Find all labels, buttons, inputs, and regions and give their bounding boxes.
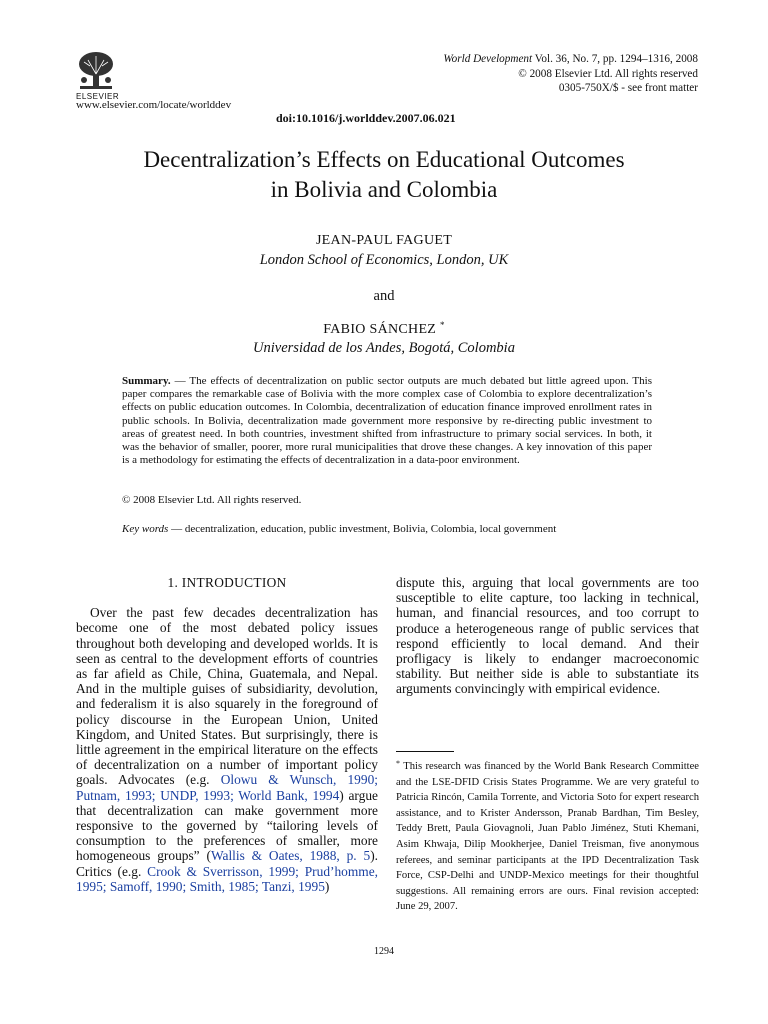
citation-link[interactable]: Olowu & Wunsch, 1990; Putnam, 1993; UNDP, 1993; World Bank, 1994 <box>76 772 378 803</box>
author-2-affiliation: Universidad de los Andes, Bogotá, Colombia <box>253 340 515 356</box>
authors-conjunction: and <box>373 288 395 304</box>
paper-title-line-1: Decentralization’s Effects on Educational Outcomes <box>143 147 625 172</box>
right-column <box>396 575 699 697</box>
page-number: 1294 <box>374 946 394 957</box>
intro-text-part: Over the past few decades decentralization has become one of the most debated policy issues throughout both developing and developed worlds. It is seen as central to the development efforts of countries as far afield as Chile, China, Guatemala, and Nepal. And in the multiple guises of subsidiarity, devolution, and federalism it is also squarely in the foreground of policy discourse in the European Union, United Kingdom, and United States. But surprisingly, there is little agreement in the empirical literature on the effects of decentralization on a number of important policy goals. Advocates (e.g. <box>76 605 378 788</box>
journal-citation <box>368 52 698 67</box>
footnote-divider <box>396 751 454 752</box>
author-2 <box>60 320 708 338</box>
journal-issn: 0305-750X/$ - see front matter <box>558 82 698 94</box>
author-2-name: FABIO SÁNCHEZ <box>323 322 437 337</box>
paper-title <box>60 145 708 205</box>
journal-volume: Vol. 36, No. 7, pp. 1294–1316, 2008 <box>534 53 698 65</box>
author-1-affiliation: London School of Economics, London, UK <box>259 252 509 268</box>
abstract-copyright: © 2008 Elsevier Ltd. All rights reserved. <box>122 494 302 506</box>
keywords-label: Key words <box>122 523 169 535</box>
footnote <box>396 756 699 915</box>
citation-link[interactable]: Wallis & Oates, 1988, p. 5 <box>210 848 371 864</box>
keywords-text: — decentralization, education, public investment, Bolivia, Colombia, local government <box>168 523 557 535</box>
elsevier-tree-logo <box>76 50 116 94</box>
keywords <box>122 523 662 535</box>
abstract-text: — The effects of decentralization on public sector outputs are much debated but little agreed upon. This paper compares the remarkable case of Bolivia with the more complex case of Colombia to explore decentralization’s effects on public education outcomes. In Colombia, decentralization of education finance improved enrollment rates in public schools. In Bolivia, decentralization made government more responsive by re-directing public investment to areas of greatest need. In both countries, investment shifted from infrastructure to primary social services. In both, it was the behavior of smaller, poorer, more rural municipalities that drove these changes. A key innovation of this paper is a methodology for estimating the effects of decentralization in a data-poor environment. <box>122 375 652 467</box>
abstract <box>122 375 652 467</box>
journal-url[interactable]: www.elsevier.com/locate/worlddev <box>76 99 232 111</box>
publisher-name: ELSEVIER <box>76 92 120 101</box>
doi[interactable]: doi:10.1016/j.worlddev.2007.06.021 <box>276 111 456 125</box>
journal-info <box>368 52 698 96</box>
intro-paragraph-1 <box>76 605 378 894</box>
intro-paragraph-continued: dispute this, arguing that local governments are too susceptible to elite capture, too lacking in technical, human, and financial resources, and too corrupt to produce a heterogeneous range of public services that respond efficiently to local demand. And their profligacy is likely to endanger macroeconomic stability. But neither side is able to substantiate its arguments convincingly with empirical evidence. <box>396 575 699 697</box>
section-heading-introduction: 1. INTRODUCTION <box>167 575 287 590</box>
journal-copyright: © 2008 Elsevier Ltd. All rights reserved <box>518 67 698 80</box>
intro-text-part: ). Critics (e.g. <box>76 848 378 879</box>
author-2-footnote-marker[interactable]: * <box>439 320 445 330</box>
abstract-label: Summary. <box>122 375 171 387</box>
intro-text-part: ) argue that decentralization can make government more responsive to the governed by “tailoring levels of consumption to the preferences of smaller, more homogeneous groups” ( <box>76 787 378 864</box>
paper-title-line-2: in Bolivia and Colombia <box>270 177 498 202</box>
footnote-text: This research was financed by the World Bank Research Committee and the LSE-DFID Crisis States Programme. We are very grateful to Patricia Rincón, Camila Torrente, and Victoria Soto for expert research assistance, and to Krister Andersson, Pranab Bardhan, Tim Besley, Teddy Brett, Paula Giovagnoli, Juan Pablo Jiménez, Stuti Khemani, Asim Khwaja, Dilip Mookherjee, Daniel Treisman, five anonymous referees, and seminar participants at the IPD Decentralization Task Force, CSP-Delhi and UNDP-Mexico meetings for their thoughtful suggestions. All remaining errors are ours. Final revision accepted: June 29, 2007. <box>396 761 699 913</box>
left-column <box>76 575 378 894</box>
footnote-marker: * <box>396 759 400 768</box>
citation-link[interactable]: Crook & Sverrisson, 1999; Prud’homme, 1995; Samoff, 1990; Smith, 1985; Tanzi, 1995 <box>76 863 378 894</box>
journal-name: World Development <box>443 53 533 65</box>
intro-text-part: ) <box>324 878 330 894</box>
author-1-name: JEAN-PAUL FAGUET <box>315 233 453 248</box>
